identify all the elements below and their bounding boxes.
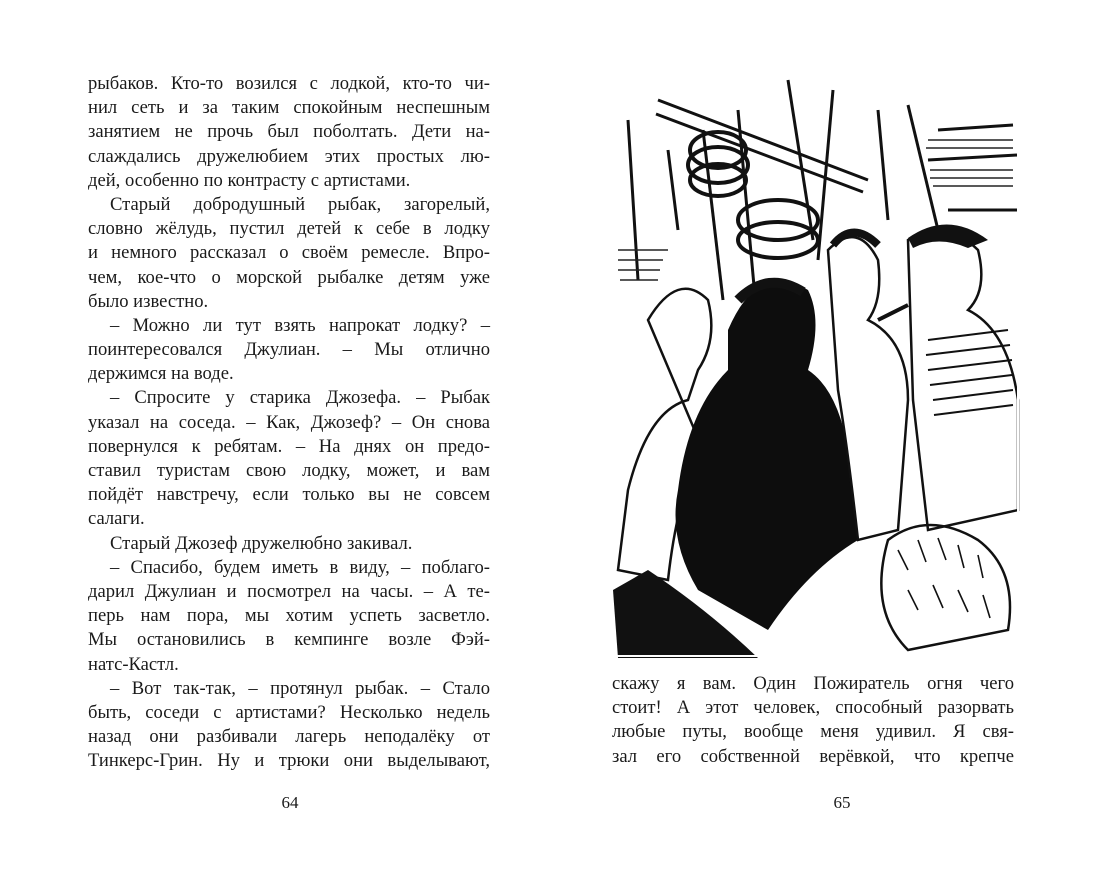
text-line: повернулся к ребятам. – На днях он предо- (88, 435, 490, 457)
right-page-text (612, 672, 1014, 769)
pen-ink-illustration (608, 70, 1020, 658)
text-line: быть, соседи с артистами? Несколько недель (88, 701, 490, 723)
right-page (550, 0, 1100, 873)
text-line: – Можно ли тут взять напрокат лодку? – (110, 314, 490, 336)
text-line: зал его собственной верёвкой, что крепче (612, 745, 1014, 767)
text-line: салаги. (88, 508, 145, 530)
text-line: – Спросите у старика Джозефа. – Рыбак (110, 387, 490, 409)
text-line: слаждались дружелюбием этих простых лю- (88, 145, 490, 167)
text-line: скажу я вам. Один Пожиратель огня чего (612, 673, 1014, 694)
text-line: назад они разбивали лагерь неподалёку от (88, 726, 490, 748)
text-line: любые путы, вообще меня удивил. Я свя- (612, 721, 1014, 743)
text-line: нил сеть и за таким спокойным неспешным (88, 97, 490, 119)
text-line: указал на соседа. – Как, Джозеф? – Он снова (88, 411, 490, 433)
illustration (608, 70, 1020, 658)
text-line: – Вот так-так, – протянул рыбак. – Стало (110, 677, 490, 699)
text-line: чем, кое-что о морской рыбалке детям уже (88, 266, 490, 288)
text-line: словно жёлудь, пустил детей к себе в лодку (88, 218, 490, 240)
text-line: занятием не прочь был поболтать. Дети на- (88, 121, 490, 143)
text-line: стоит! А этот человек, способный разорвать (612, 697, 1014, 719)
text-line: – Спасибо, будем иметь в виду, – поблаго- (110, 556, 490, 578)
text-line: было известно. (88, 290, 209, 312)
page-number: 65 (833, 793, 851, 812)
text-line: Тинкерс-Грин. Ну и трюки они выделывают, (88, 750, 490, 772)
text-line: ставил туристам свою лодку, может, и вам (88, 460, 490, 481)
text-line: перь нам пора, мы хотим успеть засветло. (88, 605, 490, 627)
text-line: рыбаков. Кто-то возился с лодкой, кто-то чи- (88, 73, 490, 94)
text-line: Старый Джозеф дружелюбно закивал. (110, 532, 413, 554)
text-line: дарил Джулиан и посмотрел на часы. – А те- (88, 580, 490, 602)
text-line: Мы остановились в кемпинге возле Фэй- (88, 629, 490, 651)
text-line: и немного рассказал о своём ремесле. Впро- (88, 242, 490, 264)
text-line: держимся на воде. (88, 363, 234, 385)
text-line: поинтересовался Джулиан. – Мы отлично (88, 339, 490, 361)
text-line: дей, особенно по контрасту с артистами. (88, 169, 411, 191)
left-page-text (88, 72, 490, 773)
text-line: натс-Кастл. (88, 653, 179, 675)
text-line: Старый добродушный рыбак, загорелый, (110, 193, 490, 215)
text-line: пойдёт навстречу, если только вы не совсем (88, 484, 490, 506)
page-number: 64 (281, 793, 299, 812)
